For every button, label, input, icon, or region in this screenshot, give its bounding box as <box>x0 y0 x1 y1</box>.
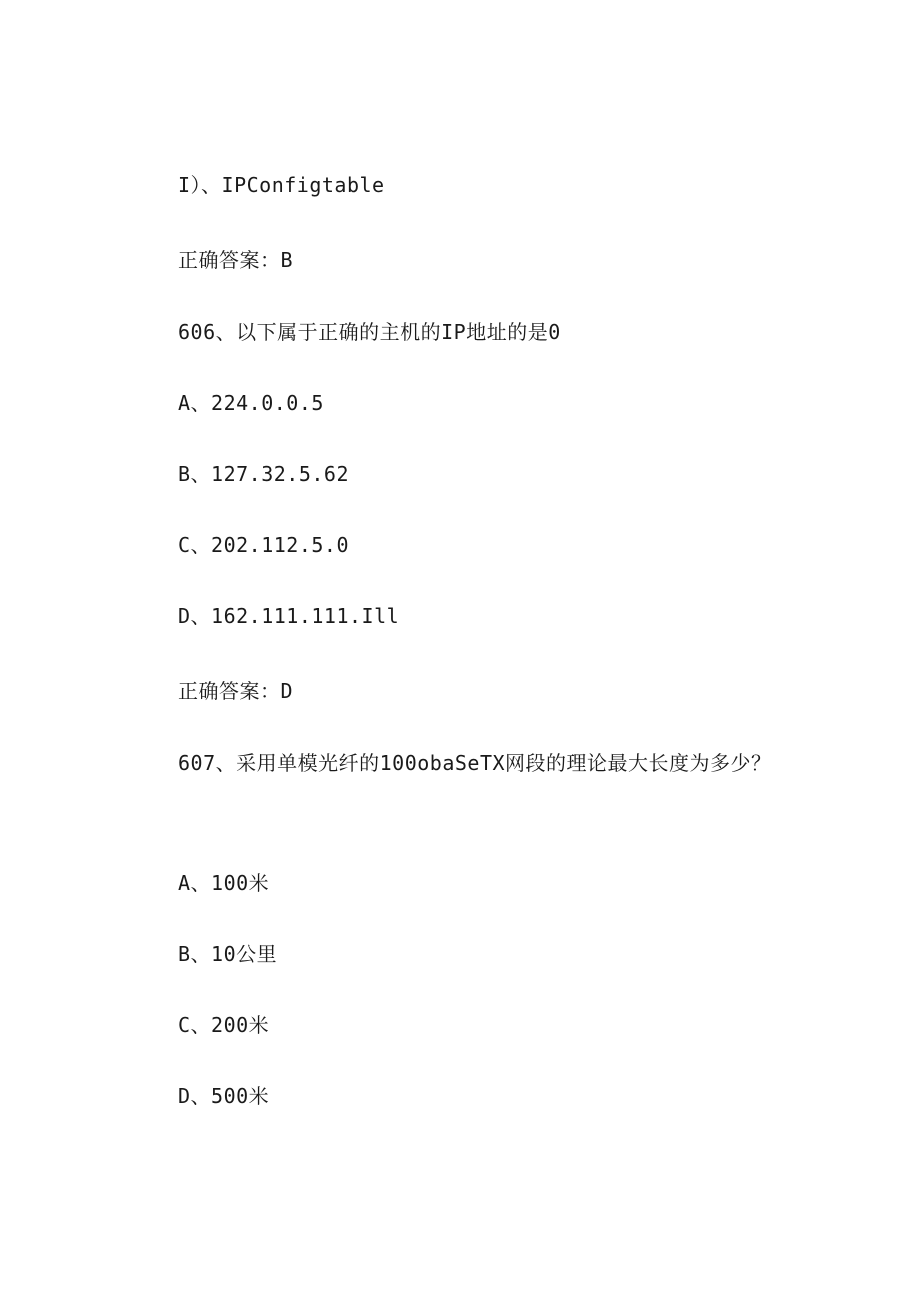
answer-605: 正确答案：B <box>178 248 294 272</box>
q606-option-a: A、224.0.0.5 <box>178 391 324 415</box>
q607-option-a: A、100米 <box>178 871 270 895</box>
q607-option-b: B、10公里 <box>178 942 278 966</box>
prev-option-i: I）、IPConfigtable <box>178 173 385 197</box>
q606-option-b: B、127.32.5.62 <box>178 462 349 486</box>
answer-606: 正确答案：D <box>178 679 294 703</box>
q607-option-c: C、200米 <box>178 1013 270 1037</box>
question-607: 607、采用单模光纤的100obaSeTX网段的理论最大长度为多少？ <box>178 751 772 775</box>
q606-option-c: C、202.112.5.0 <box>178 533 349 557</box>
q606-option-d: D、162.111.111.Ill <box>178 604 400 628</box>
question-606: 606、以下属于正确的主机的IP地址的是0 <box>178 320 561 344</box>
q607-option-d: D、500米 <box>178 1084 270 1108</box>
